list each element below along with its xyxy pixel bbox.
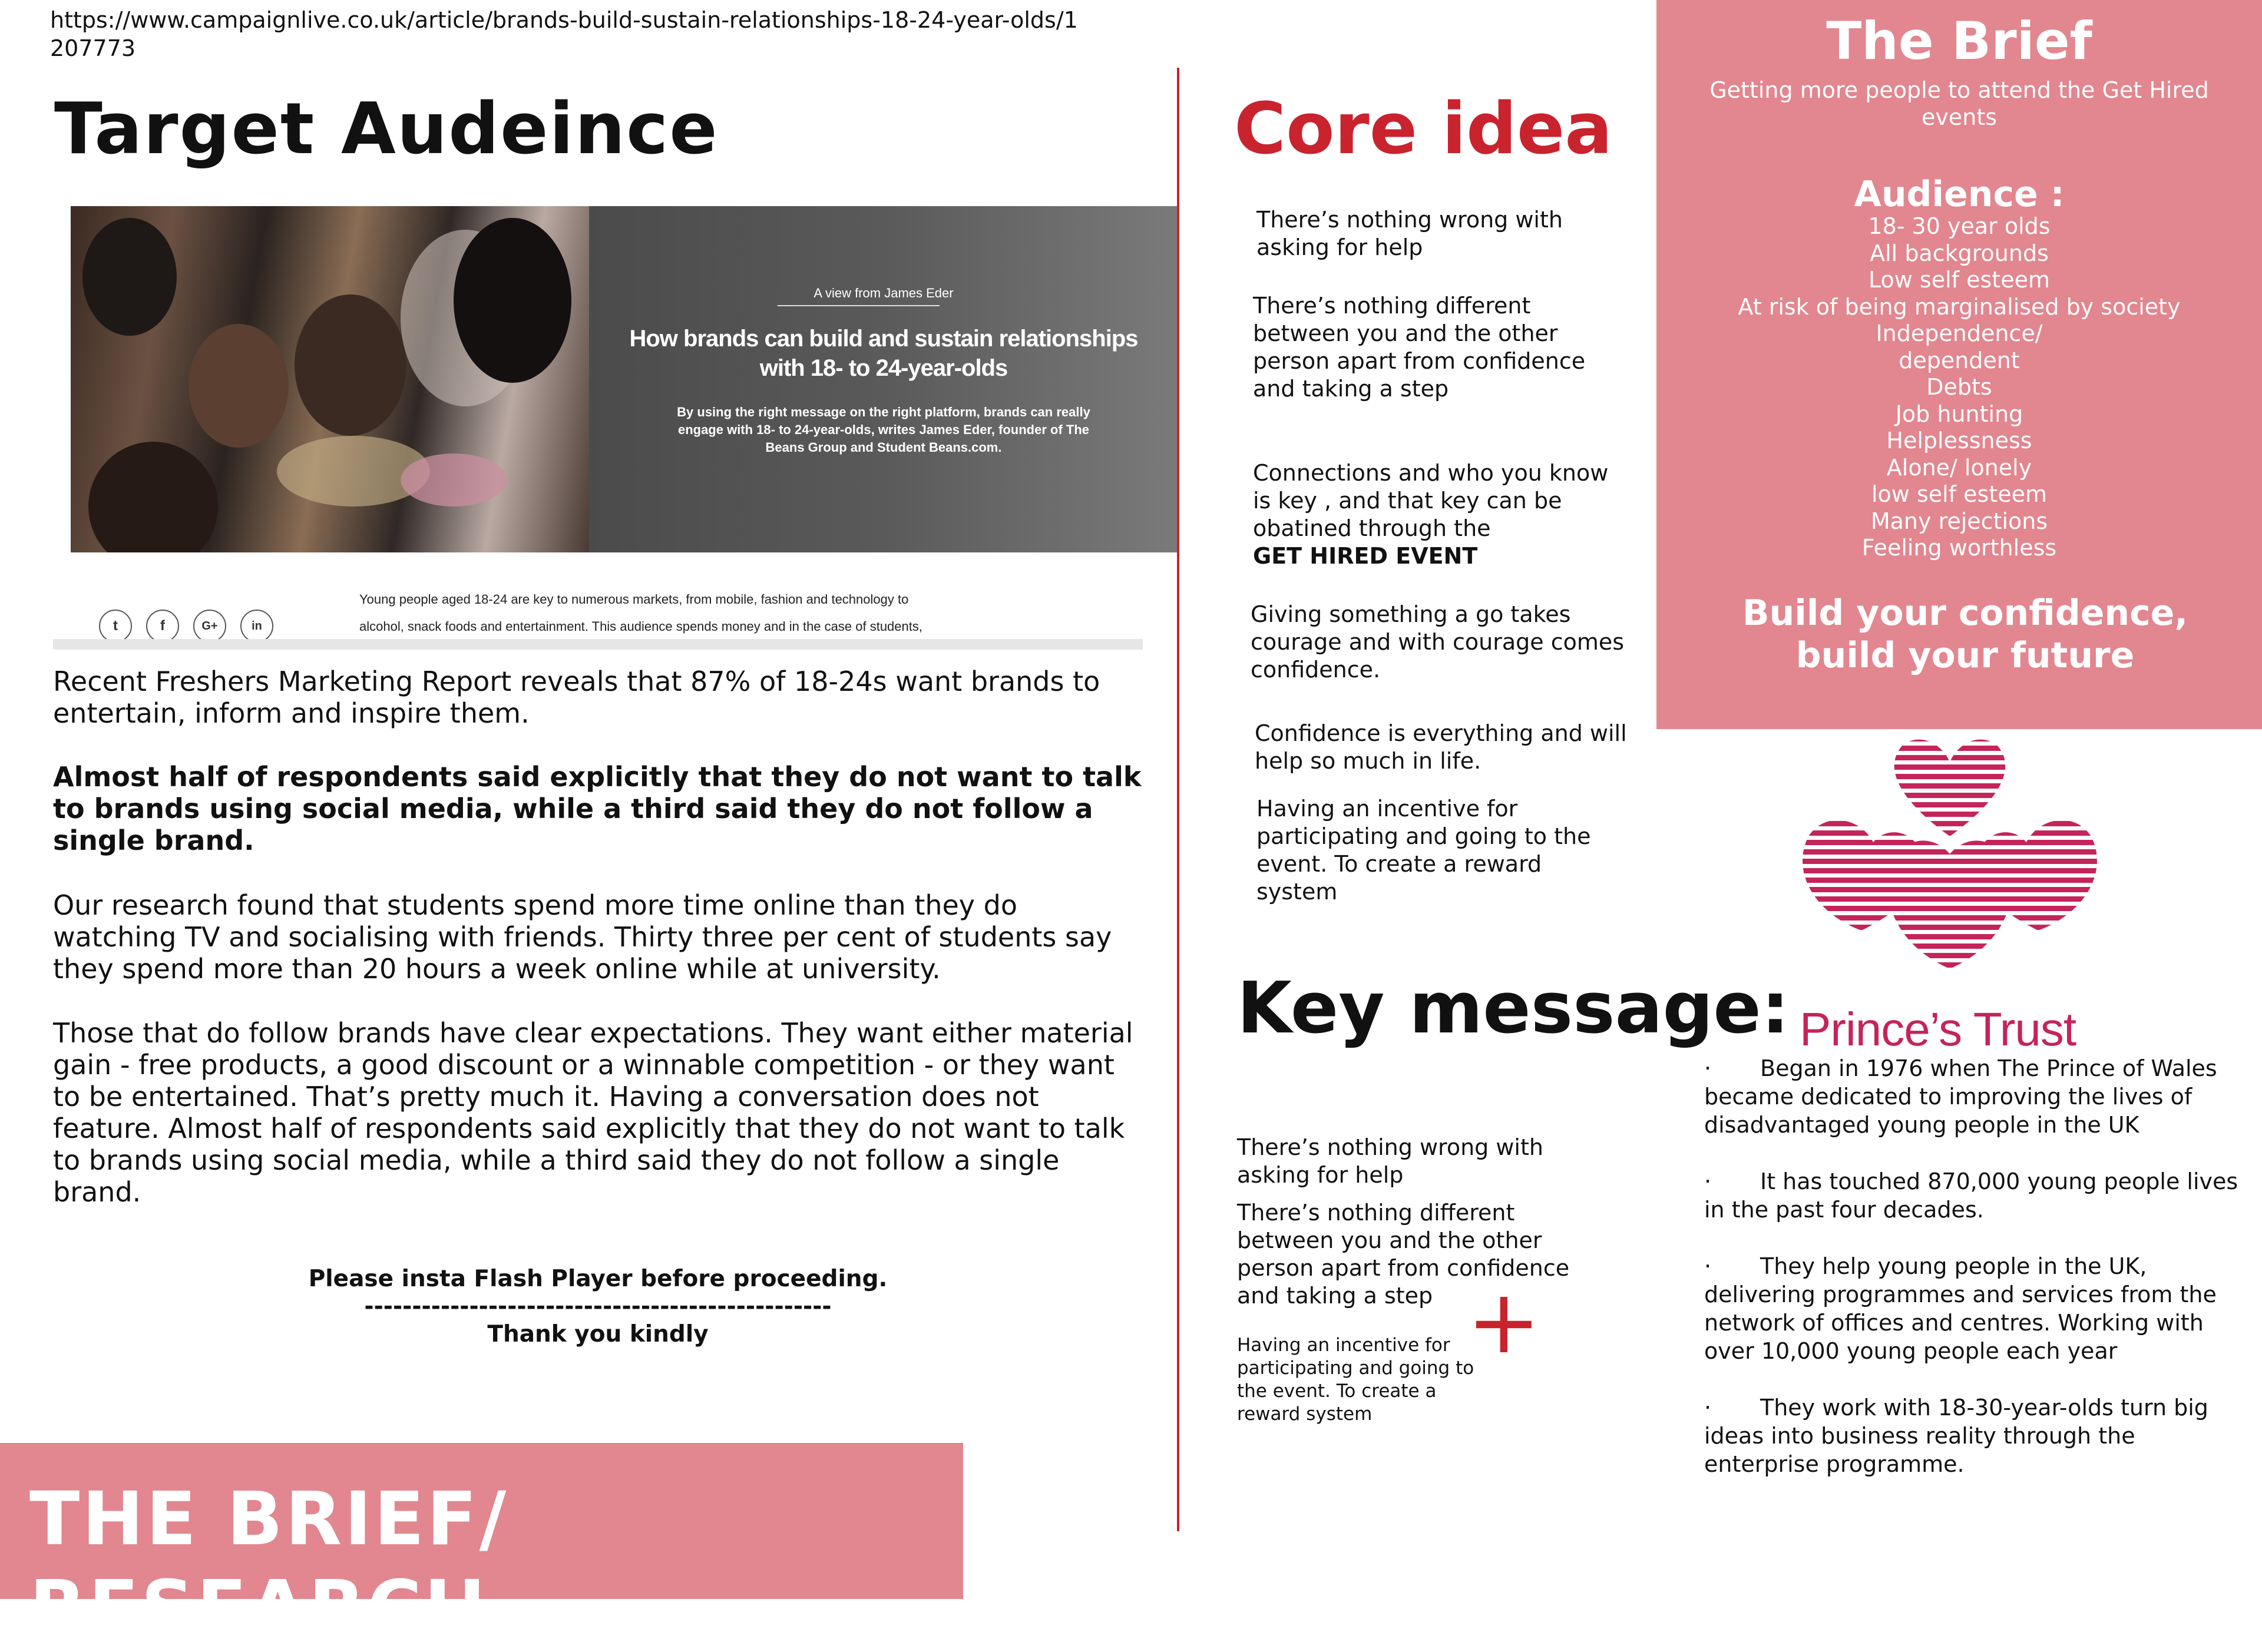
bullet-icon: · xyxy=(1704,1395,1712,1421)
plus-icon: + xyxy=(1467,1271,1541,1373)
core-idea-item: Having an incentive for participating and going to the event. To create a reward system xyxy=(1256,796,1591,905)
princes-trust-feathers-icon xyxy=(1791,736,2109,972)
linkedin-icon[interactable]: in xyxy=(240,610,273,643)
article-header-overlay xyxy=(589,206,1178,552)
flash-notice-dashes: ------------------------------------------------- xyxy=(364,1293,832,1320)
audience-item: Helplessness xyxy=(1886,428,2032,453)
audience-list xyxy=(1656,213,2262,562)
key-message-item: There’s nothing wrong with asking for help xyxy=(1237,1134,1543,1188)
princes-trust-facts xyxy=(1704,1054,2252,1507)
brief-research-banner xyxy=(0,1443,963,1650)
research-paragraph-bold: Almost half of respondents said explicitly that they do not want to talk to brands using social media, while a third said they do not follow a single brand. xyxy=(53,761,1142,856)
fact-text: They work with 18-30-year-olds turn big ideas into business reality through the enterprise programme. xyxy=(1704,1395,2208,1477)
audience-item: Low self esteem xyxy=(1869,267,2050,293)
fact-item xyxy=(1704,1167,2252,1224)
article-headline: How brands can build and sustain relationships with 18- to 24-year-olds xyxy=(629,326,1138,381)
fact-item xyxy=(1704,1054,2252,1139)
core-idea-item: There’s nothing wrong with asking for help xyxy=(1256,207,1563,260)
audience-item: Feeling worthless xyxy=(1861,535,2057,561)
source-url: https://www.campaignlive.co.uk/article/brands-build-sustain-relationships-18-24-year-olds/1207773 xyxy=(50,7,1078,61)
article-snippet xyxy=(359,586,1155,640)
brief-tagline: Build your confidence, build your future xyxy=(1742,592,2188,676)
core-idea-item xyxy=(1253,459,1630,570)
fact-item xyxy=(1704,1393,2252,1478)
research-paragraph: Those that do follow brands have clear expectations. They want either material gain - free products, a good discount or a winnable competition - or they want to be entertained. That’s pretty much it. Having a conversation does not feature. Almost half of respondents said explicitly that they do not want to talk to brands using social media, while a third said they do not follow a single brand. xyxy=(53,1017,1133,1208)
article-subhead: By using the right message on the right platform, brands can really engage with 18- to 24-year-olds, writes James Eder, founder of The Beans Group and Student Beans.com. xyxy=(677,405,1090,455)
flash-notice-line: Please insta Flash Player before proceeding. xyxy=(308,1266,888,1292)
audience-title: Audience : xyxy=(1854,174,2065,215)
key-message-item: There’s nothing different between you and the other person apart from confidence and taking a step xyxy=(1237,1200,1570,1309)
facebook-icon[interactable]: f xyxy=(146,610,179,643)
flash-notice xyxy=(283,1265,913,1348)
core-idea-title: Core idea xyxy=(1234,88,1613,170)
article-byline: A view from James Eder xyxy=(813,286,954,300)
princes-trust-logo-text: Prince’s Trust xyxy=(1800,1003,2076,1055)
audience-item: dependent xyxy=(1899,347,2020,373)
bullet-icon: · xyxy=(1704,1168,1712,1194)
core-idea-item: Giving something a go takes courage and with courage comes confidence. xyxy=(1251,601,1625,683)
twitter-icon[interactable]: t xyxy=(99,610,132,643)
audience-item: Job hunting xyxy=(1895,400,2023,427)
column-divider xyxy=(1177,68,1179,1531)
research-paragraph: Our research found that students spend more time online than they do watching TV and socialising with friends. Thirty three per cent of students say they spend more than 20 hours a week online while at university. xyxy=(53,889,1112,985)
audience-item: Alone/ lonely xyxy=(1886,454,2032,481)
article-screenshot xyxy=(53,206,1143,651)
snippet-line: Young people aged 18-24 are key to numerous markets, from mobile, fashion and technology to xyxy=(359,592,909,607)
brief-panel xyxy=(1656,0,2262,729)
key-message-item: Having an incentive for participating and going to the event. To create a reward system xyxy=(1237,1335,1474,1425)
brief-subtitle: Getting more people to attend the Get Hired events xyxy=(1709,77,2209,130)
core-idea-item-text: Connections and who you know is key , and that key can be obatined through the xyxy=(1253,460,1609,541)
get-hired-event-label: GET HIRED EVENT xyxy=(1253,543,1478,569)
audience-item: Many rejections xyxy=(1870,508,2048,534)
article-bottom-strip xyxy=(53,639,1143,650)
flash-notice-thanks: Thank you kindly xyxy=(487,1321,709,1348)
research-paragraph: Recent Freshers Marketing Report reveals that 87% of 18-24s want brands to entertain, inform and inspire them. xyxy=(53,666,1100,729)
core-idea-item: There’s nothing different between you and the other person apart from confidence and taking a step xyxy=(1253,293,1586,402)
audience-item: low self esteem xyxy=(1871,481,2047,507)
snippet-line: alcohol, snack foods and entertainment. This audience spends money and in the case of students, xyxy=(359,619,922,634)
audience-item: Independence/ xyxy=(1876,320,2043,346)
byline-divider xyxy=(778,305,940,306)
fact-text: They help young people in the UK, delivering programmes and services from the network of offices and centres. Working with over 10,000 young people each year xyxy=(1704,1253,2217,1364)
fact-text: It has touched 870,000 young people lives in the past four decades. xyxy=(1704,1168,2238,1223)
audience-item: All backgrounds xyxy=(1870,240,2049,266)
bullet-icon: · xyxy=(1704,1055,1712,1081)
brief-title: The Brief xyxy=(1826,11,2092,71)
bullet-icon: · xyxy=(1704,1253,1712,1279)
audience-item: Debts xyxy=(1926,374,1992,400)
target-audience-title: Target Audeince xyxy=(54,88,719,170)
fact-item xyxy=(1704,1252,2252,1365)
key-message-title: Key message: xyxy=(1237,968,1790,1050)
students-photo xyxy=(71,206,589,552)
fact-text: Began in 1976 when The Prince of Wales became dedicated to improving the lives of disadvantaged young people in the UK xyxy=(1704,1055,2217,1138)
audience-item: At risk of being marginalised by society xyxy=(1738,293,2181,320)
brief-research-banner-text: THE BRIEF/ RESEARCH xyxy=(29,1476,509,1650)
core-idea-item: Confidence is everything and will help so much in life. xyxy=(1255,720,1627,774)
googleplus-icon[interactable]: G+ xyxy=(193,610,226,643)
audience-item: 18- 30 year olds xyxy=(1868,213,2051,239)
